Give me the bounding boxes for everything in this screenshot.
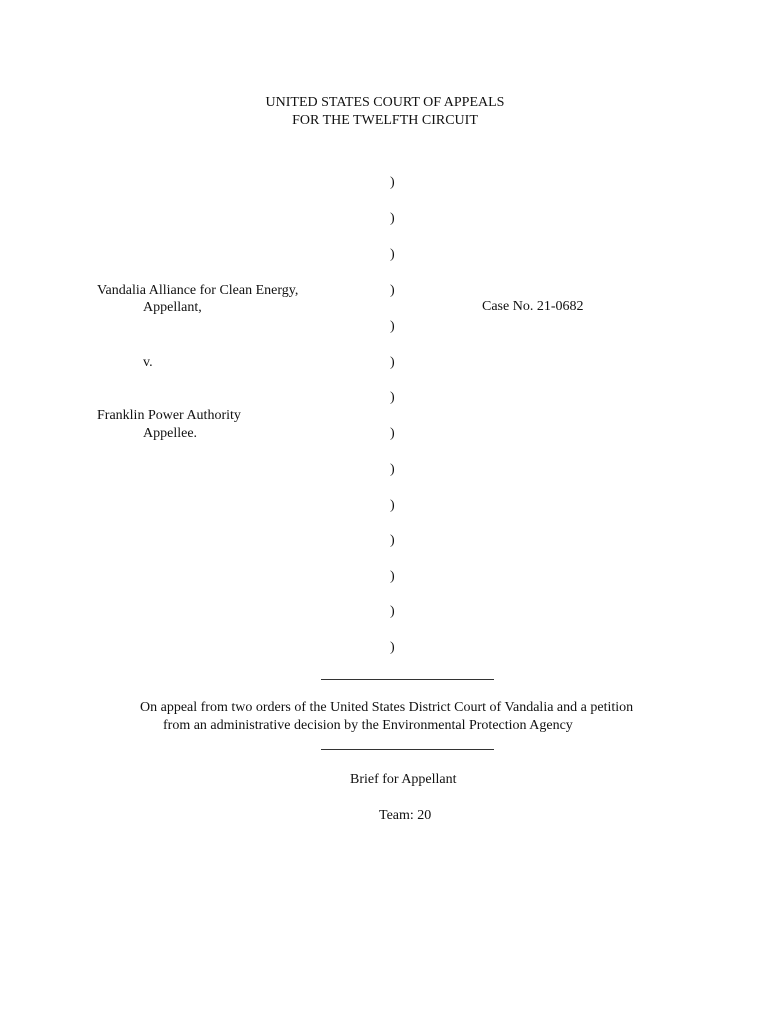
appellee-name: Franklin Power Authority	[97, 408, 241, 423]
caption-paren: )	[390, 390, 395, 405]
caption-paren: )	[390, 462, 395, 477]
appellant-name: Vandalia Alliance for Clean Energy,	[97, 283, 299, 298]
caption-paren: )	[390, 247, 395, 262]
circuit-name: FOR THE TWELFTH CIRCUIT	[292, 113, 478, 128]
caption-paren: )	[390, 283, 395, 298]
court-name: UNITED STATES COURT OF APPEALS	[265, 95, 505, 110]
team-number: Team: 20	[379, 808, 432, 823]
appeal-description-line1: On appeal from two orders of the United States District Court of Vandalia and a petition	[140, 700, 634, 715]
caption-paren: )	[390, 211, 395, 226]
case-number: Case No. 21-0682	[482, 299, 584, 314]
caption-paren: )	[390, 640, 395, 655]
caption-paren: )	[390, 498, 395, 513]
brief-title: Brief for Appellant	[350, 772, 457, 787]
caption-paren: )	[390, 355, 395, 370]
caption-paren: )	[390, 533, 395, 548]
divider-rule-top	[321, 679, 494, 680]
caption-paren: )	[390, 319, 395, 334]
caption-paren: )	[390, 426, 395, 441]
caption-paren: )	[390, 175, 395, 190]
caption-paren: )	[390, 604, 395, 619]
caption-paren: )	[390, 569, 395, 584]
appellee-role: Appellee.	[143, 426, 198, 441]
versus-label: v.	[143, 355, 153, 370]
appeal-description-line2: from an administrative decision by the Environmental Protection Agency	[163, 718, 573, 733]
appellant-role: Appellant,	[143, 300, 202, 315]
divider-rule-bottom	[321, 749, 494, 750]
